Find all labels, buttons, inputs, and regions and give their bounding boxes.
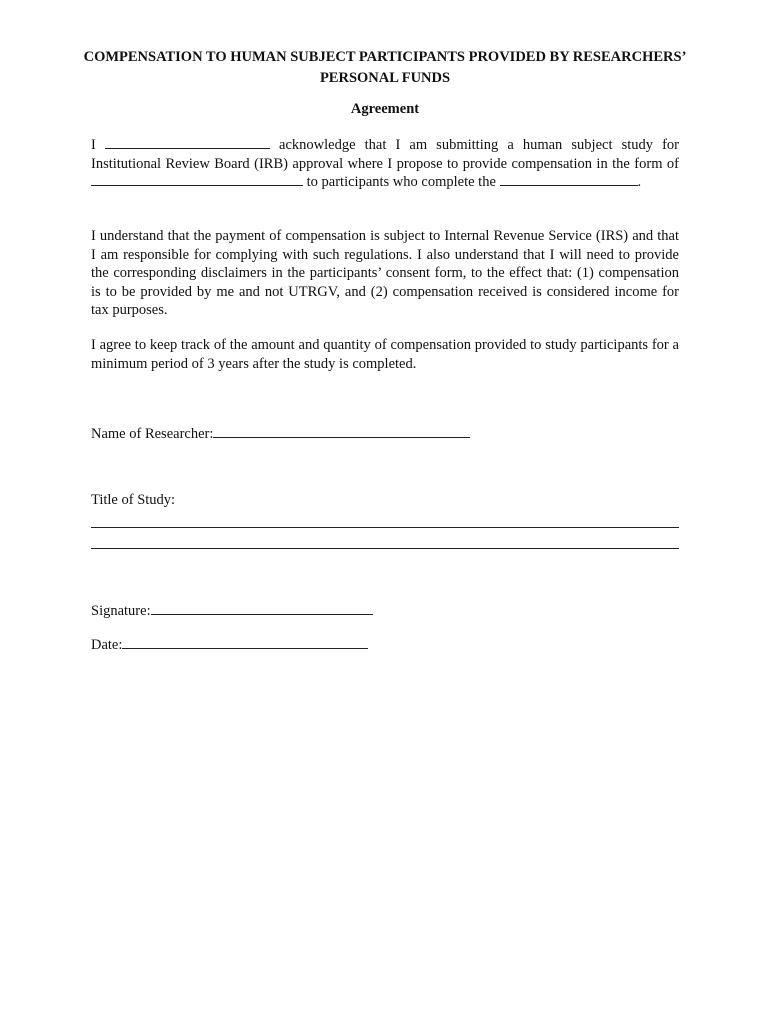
date-label: Date: [91, 637, 123, 653]
compensation-form-blank[interactable] [91, 173, 303, 186]
title-line-2: PERSONAL FUNDS [319, 70, 451, 86]
completion-criteria-blank[interactable] [500, 173, 638, 186]
signature-field [91, 602, 373, 620]
researcher-name-input[interactable] [213, 425, 470, 438]
study-title-line-2[interactable] [91, 548, 679, 549]
date-field [91, 636, 368, 654]
date-input[interactable] [122, 636, 368, 649]
study-title-field [91, 492, 175, 509]
study-title-line-1[interactable] [91, 527, 679, 528]
acknowledgement-paragraph [91, 136, 679, 192]
researcher-name-blank[interactable] [105, 136, 270, 149]
signature-input[interactable] [151, 602, 373, 615]
document-title [60, 47, 710, 89]
para1-end: . [637, 174, 642, 190]
study-title-label: Title of Study: [91, 492, 176, 508]
para1-text2: to participants who complete the [306, 174, 496, 190]
record-keeping-paragraph: I agree to keep track of the amount and quantity of compensation provided to study participants for a minimum period of 3 years after the study is completed. [91, 337, 679, 372]
researcher-name-label: Name of Researcher: [91, 426, 214, 442]
document-subtitle: Agreement [350, 101, 420, 117]
para1-prefix: I [91, 137, 96, 153]
title-line-1: COMPENSATION TO HUMAN SUBJECT PARTICIPANTS PROVIDED BY RESEARCHERS’ [83, 49, 687, 65]
signature-label: Signature: [91, 603, 151, 619]
researcher-name-field [91, 425, 470, 443]
para1-text1: acknowledge that I am submitting a human subject study for Institutional Review Board (IRB) approval where I propose to provide compensation in the form of [91, 137, 679, 172]
irs-paragraph: I understand that the payment of compensation is subject to Internal Revenue Service (IRS) and that I am responsible for complying with such regulations. I also understand that I will need to provide the corresponding disclaimers in the participants’ consent form, to the effect that: (1) compensation is to be provided by me and not UTRGV, and (2) compensation received is considered income for tax purposes. [91, 228, 679, 318]
